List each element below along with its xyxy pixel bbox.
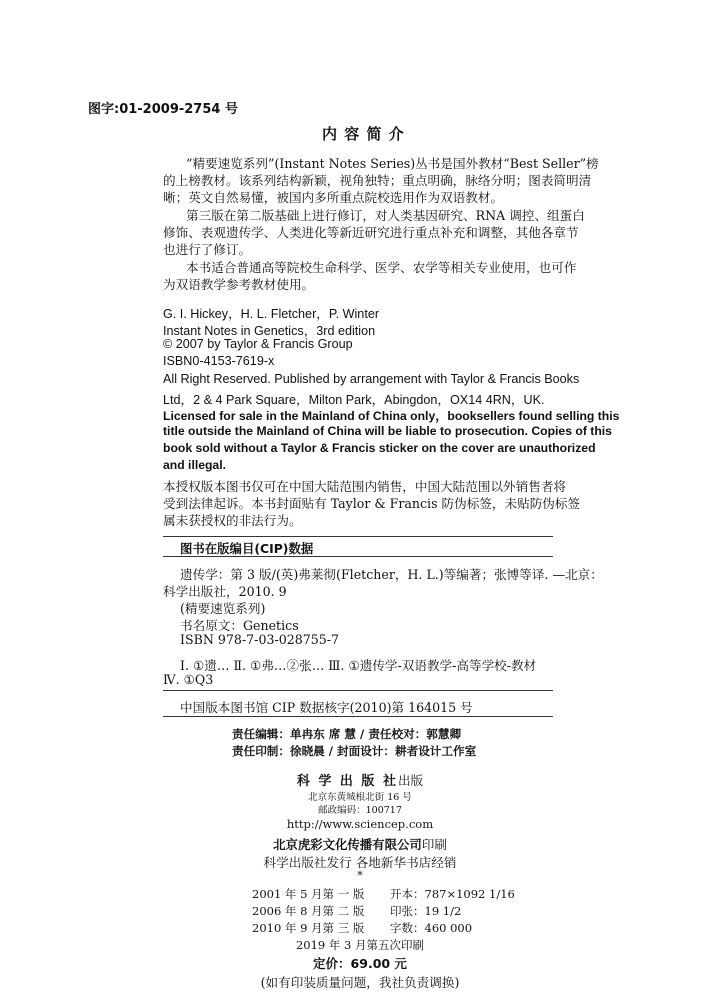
cip-heading-rule [163,556,553,557]
license-notice-line2: title outside the Mainland of China will be liable to prosecution. Copies of this [163,424,612,438]
edition-2-date: 2006 年 8 月第 二 版 [252,904,365,918]
rights-published: All Right Reserved. Published by arrangement with Taylor & Francis Books [163,372,580,386]
rights-authors: G. I. Hickey，H. L. Fletcher，P. Winter [163,307,380,321]
edition-1-spec: 开本：787×1092 1/16 [390,887,515,901]
cip-entry-line2: 科学出版社，2010. 9 [163,584,287,599]
separator-asterisk: * [357,869,363,882]
cip-classification-line2: Ⅳ. ①Q3 [163,672,214,687]
rights-copyright: © 2007 by Taylor & Francis Group [163,337,353,351]
rights-isbn: ISBN0-4153-7619-x [163,354,275,368]
cip-library-rule [163,690,553,691]
summary-p2-line3: 也进行了修订。 [163,242,252,257]
rights-address: Ltd，2 & 4 Park Square，Milton Park，Abingdon，OX14 4RN，UK. [163,393,545,407]
printer-suffix: 印刷 [421,837,447,852]
staff-line2: 责任印制：徐晓晨 / 封面设计：耕者设计工作室 [232,744,477,758]
cip-series: (精要速览系列) [180,601,266,616]
cip-top-rule [163,536,553,537]
edition-2-spec: 印张：19 1/2 [390,904,462,918]
summary-p2-line2: 修饰、表观遗传学、人类进化等新近研究进行重点补充和调整，其他各章节 [163,225,579,240]
publisher-line [0,770,720,789]
staff-line1: 责任编辑：单冉东 席 慧 / 责任校对：郭慧卿 [232,727,462,741]
cip-entry-line1: 遗传学：第 3 版/(英)弗莱彻(Fletcher，H. L.)等编著；张博等译. —北京： [180,567,603,582]
cip-bottom-rule [163,716,553,717]
edition-3-date: 2010 年 9 月第 三 版 [252,921,365,935]
rights-title: Instant Notes in Genetics，3rd edition [163,324,376,338]
license-notice-line4: and illegal. [163,458,226,472]
publisher-url: http://www.sciencep.com [286,817,434,831]
summary-p2-line1: 第三版在第二版基础上进行修订，对人类基因研究、RNA 调控、组蛋白 [186,208,585,223]
license-notice-line3: book sold without a Taylor & Francis sticker on the cover are unauthorized [163,441,596,455]
edition-3-spec: 字数：460 000 [390,921,473,935]
cip-classification-line1: Ⅰ. ①遗… Ⅱ. ①弗…②张… Ⅲ. ①遗传学-双语教学-高等学校-教材 [180,658,537,673]
reprint-info: 2019 年 3 月第五次印刷 [295,938,425,952]
cip-isbn: ISBN 978-7-03-028755-7 [180,632,340,647]
distribution: 科学出版社发行 各地新华书店经销 [263,855,457,870]
cip-heading: 图书在版编目(CIP)数据 [180,541,314,556]
printer-name: 北京虎彩文化传播有限公司 [273,837,422,852]
license-notice-line1: Licensed for sale in the Mainland of China only，booksellers found selling this [163,409,620,423]
quality-note: (如有印装质量问题，我社负责调换) [260,975,460,990]
license-cn-line1: 本授权版本图书仅可在中国大陆范围内销售，中国大陆范围以外销售者将 [163,479,566,494]
summary-p3-line2: 为双语教学参考教材使用。 [163,277,315,292]
license-cn-line3: 属未获授权的非法行为。 [163,513,302,528]
summary-p1-line1: “精要速览系列”(Instant Notes Series)丛书是国外教材“Best Seller”榜 [186,156,599,171]
license-cn-line2: 受到法律起诉。本书封面贴有 Taylor & Francis 防伪标签，未贴防伪标签 [163,496,581,511]
publisher-suffix: 出版 [397,773,424,788]
summary-p1-line3: 晰；英文自然易懂，被国内多所重点院校选用作为双语教材。 [163,190,504,205]
summary-p1-line2: 的上榜教材。该系列结构新颖，视角独特；重点明确，脉络分明；图表简明清 [163,173,592,188]
price: 定价：69.00 元 [313,956,407,971]
edition-1-date: 2001 年 5 月第 一 版 [252,887,365,901]
publisher-name: 科 学 出 版 社 [296,774,398,789]
publisher-address: 北京东黄城根北街 16 号 [308,792,412,803]
publisher-postcode: 邮政编码：100717 [318,805,402,816]
cip-original-title: 书名原文：Genetics [180,618,299,633]
cip-library-record: 中国版本图书馆 CIP 数据核字(2010)第 164015 号 [180,700,473,715]
permit-number: 图字:01-2009-2754 号 [88,102,238,117]
summary-p3-line1: 本书适合普通高等院校生命科学、医学、农学等相关专业使用，也可作 [186,260,577,275]
printer-line [0,834,720,853]
summary-title: 内 容 简 介 [322,125,405,143]
